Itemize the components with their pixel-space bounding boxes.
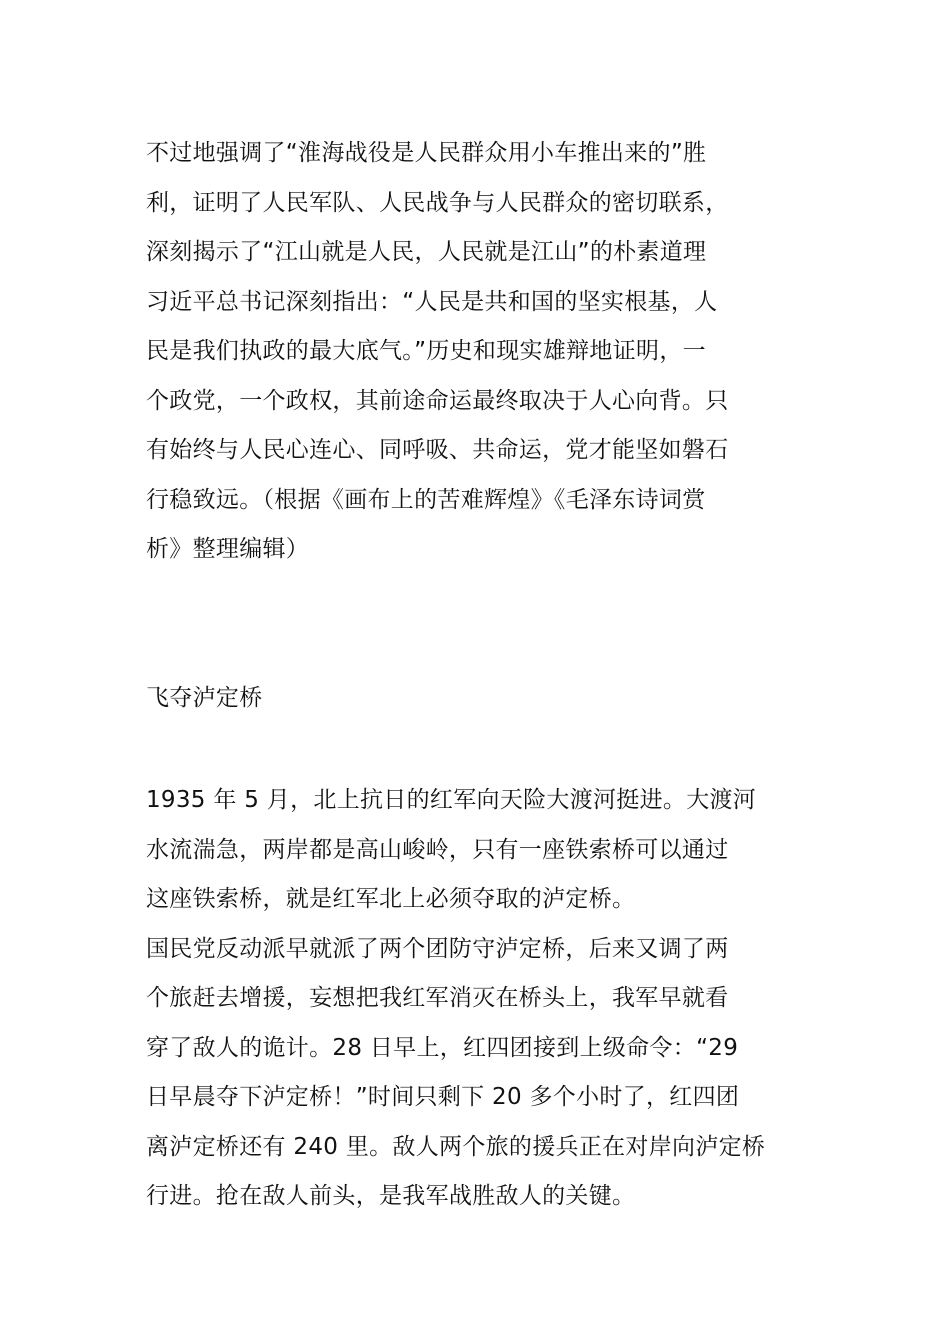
text-line: 个旅赶去增援，妄想把我红军消灭在桥头上，我军早就看 bbox=[146, 985, 729, 1011]
section-title: 飞夺泸定桥 bbox=[146, 685, 263, 711]
text-line: 有始终与人民心连心、同呼吸、共命运，党才能坚如磐石 bbox=[146, 437, 729, 463]
text-line: 行稳致远。（根据《画布上的苦难辉煌》《毛泽东诗词赏 bbox=[146, 486, 706, 513]
text-line: 行进。抢在敌人前头，是我军战胜敌人的关键。 bbox=[146, 1183, 636, 1209]
text-line: 离泸定桥还有 240 里。敌人两个旅的援兵正在对岸向泸定桥 bbox=[146, 1133, 766, 1160]
text-line: 深刻揭示了“江山就是人民，人民就是江山”的朴素道理 bbox=[146, 239, 707, 265]
text-line: 习近平总书记深刻指出：“人民是共和国的坚实根基，人 bbox=[146, 288, 718, 315]
paragraph-luding-bridge bbox=[146, 776, 810, 1222]
text-line: 不过地强调了“淮海战役是人民群众用小车推出来的”胜 bbox=[146, 140, 707, 166]
text-line: 1935 年 5 月，北上抗日的红军向天险大渡河挺进。大渡河 bbox=[146, 787, 757, 813]
text-line: 民是我们执政的最大底气。”历史和现实雄辩地证明，一 bbox=[146, 338, 706, 364]
text-line: 析》整理编辑） bbox=[146, 536, 310, 562]
paragraph-huaihai-conclusion bbox=[146, 129, 810, 575]
text-line: 利，证明了人民军队、人民战争与人民群众的密切联系， bbox=[146, 189, 729, 216]
text-line: 个政党，一个政权，其前途命运最终取决于人心向背。只 bbox=[146, 387, 729, 414]
text-line: 水流湍急，两岸都是高山峻岭，只有一座铁索桥可以通过 bbox=[146, 836, 729, 863]
text-line: 国民党反动派早就派了两个团防守泸定桥，后来又调了两 bbox=[146, 935, 729, 962]
text-line: 这座铁索桥，就是红军北上必须夺取的泸定桥。 bbox=[146, 886, 636, 912]
text-line: 日早晨夺下泸定桥！”时间只剩下 20 多个小时了，红四团 bbox=[146, 1084, 740, 1110]
text-line: 穿了敌人的诡计。28 日早上，红四团接到上级命令：“29 bbox=[146, 1034, 739, 1061]
